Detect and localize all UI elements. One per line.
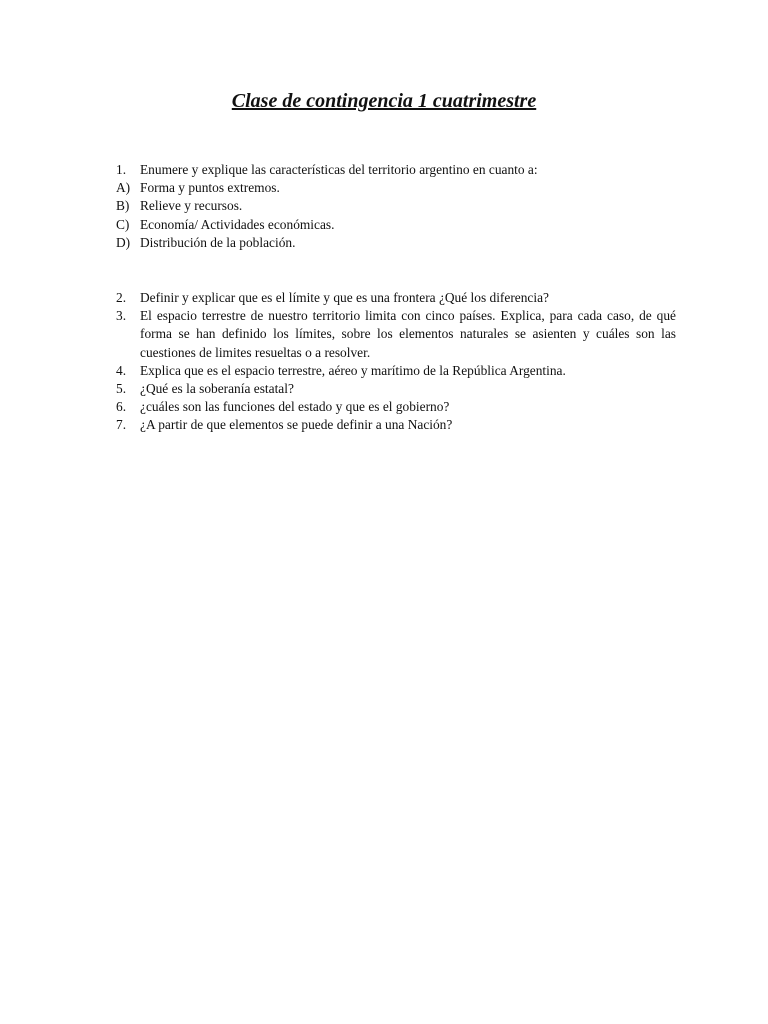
list-marker: B): [116, 198, 130, 214]
list-item: [116, 307, 676, 362]
list-item-text: Relieve y recursos.: [140, 198, 243, 214]
list-item-text: Definir y explicar que es el límite y que es una frontera ¿Qué los diferencia?: [140, 290, 549, 305]
list-marker: 2.: [116, 290, 127, 305]
list-item-text: ¿A partir de que elementos se puede definir a una Nación?: [140, 417, 453, 433]
question-block-1: [116, 161, 676, 252]
list-item: [116, 197, 676, 215]
list-item: [116, 380, 676, 398]
list-item-text: Economía/ Actividades económicas.: [140, 216, 335, 232]
list-item: [116, 161, 676, 179]
list-marker: 5.: [116, 381, 127, 397]
list-item-text: Distribución de la población.: [140, 234, 296, 250]
list-item-text: ¿cuáles son las funciones del estado y que es el gobierno?: [140, 399, 450, 415]
list-marker: 4.: [116, 362, 127, 378]
list-marker: 3.: [116, 308, 127, 324]
question-block-2: [116, 289, 676, 435]
list-item: [116, 216, 676, 234]
list-item: [116, 179, 676, 197]
list-item-text: Explica que es el espacio terrestre, aéreo y marítimo de la República Argentina.: [140, 362, 566, 378]
list-marker: 6.: [116, 399, 127, 415]
list-marker: 1.: [116, 162, 127, 177]
list-item-text: ¿Qué es la soberanía estatal?: [140, 381, 294, 397]
list-item: [116, 289, 676, 307]
document-title: Clase de contingencia 1 cuatrimestre: [231, 90, 537, 112]
list-item-text: El espacio terrestre de nuestro territorio limita con cinco países. Explica, para cada caso, de qué forma se han definido los límites, sobre los elementos naturales se asienten y cuáles son las cuestiones de limites resueltas o a resolver.: [140, 308, 676, 360]
list-item-text: Forma y puntos extremos.: [140, 180, 280, 196]
list-item: [116, 234, 676, 252]
list-marker: 7.: [116, 417, 127, 433]
list-item-text: Enumere y explique las características del territorio argentino en cuanto a:: [140, 162, 538, 177]
list-marker: A): [116, 180, 131, 196]
list-marker: D): [116, 234, 131, 250]
list-item: [116, 362, 676, 380]
list-marker: C): [116, 216, 130, 232]
list-item: [116, 398, 676, 416]
list-item: [116, 416, 676, 434]
